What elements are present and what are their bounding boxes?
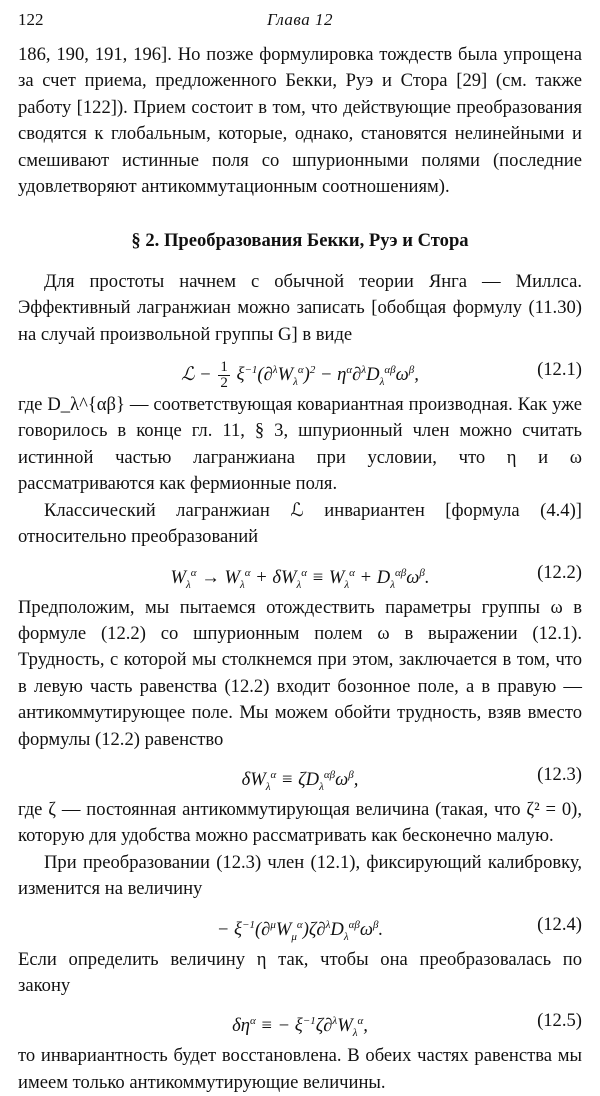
- page-number: 122: [18, 10, 44, 29]
- equation-12-3: [18, 755, 582, 795]
- paragraph-7: При преобразовании (12.3) член (12.1), фиксирующий калибровку, изменится на величину: [18, 851, 582, 900]
- equation-number: (12.2): [537, 561, 582, 583]
- equation-number: (12.5): [537, 1010, 582, 1032]
- running-header: [18, 10, 582, 36]
- page-body: [18, 42, 582, 1096]
- paragraph-4: Классический лагранжиан ℒ инвариантен [формула (4.4)] относительно преобразований: [18, 499, 582, 548]
- equation-number: (12.3): [537, 763, 582, 785]
- paragraph-6: где ζ — постоянная антикоммутирующая величина (такая, что ζ² = 0), которую для удобства можно рассматривать как бесконечно малую.: [18, 798, 582, 847]
- equation-number: (12.4): [537, 913, 582, 935]
- chapter-title: Глава 12: [267, 10, 333, 29]
- equation-12-5: [18, 1001, 582, 1041]
- paragraph-2: Для простоты начнем с обычной теории Янга — Миллса. Эффективный лагранжиан можно записать [обобщая формулу (11.30) на случай произвольной группы G] в виде: [18, 270, 582, 345]
- equation-formula: ℒ − $\frac{1}{2}$ $\xi^{-1}(\partial^\lambda W_\lambda^\alpha)^2 - \eta^\alpha\partial^\lambda D_\lambda^{\alpha\beta}\omega^\beta$,: [181, 359, 419, 392]
- equation-number: (12.1): [537, 359, 582, 381]
- section-heading: § 2. Преобразования Бекки, Руэ и Стора: [131, 230, 469, 252]
- equation-12-2: [18, 553, 582, 593]
- paragraph-5: Предположим, мы пытаемся отождествить параметры группы ω в формуле (12.2) со шпурионным полем ω в выражении (12.1). Трудность, с которой мы столкнемся при этом, заключается в том, что в левую часть равенства (12.2) входит бозонное поле, а в правую — антикоммутирующее поле. Мы можем обойти трудность, взяв вместо формулы (12.2) равенство: [18, 596, 582, 750]
- equation-formula: $\delta\eta^\alpha$ ≡ − $\xi^{-1}\zeta\partial^\lambda W_\lambda^\alpha$,: [232, 1015, 368, 1040]
- paragraph-9: то инвариантность будет восстановлена. В обеих частях равенства мы имеем только антикоммутирующие величины.: [18, 1045, 582, 1093]
- equation-formula: $\delta W_\lambda^\alpha \equiv \zeta D_\lambda^{\alpha\beta}\omega^\beta$,: [241, 768, 359, 793]
- equation-formula: $W_\lambda^\alpha \to W_\lambda^\alpha + \delta W_\lambda^\alpha \equiv W_\lambda^\alpha + D_\lambda^{\alpha\beta}\omega^\beta$.: [170, 566, 430, 591]
- paragraph-1: 186, 190, 191, 196]. Но позже формулировка тождеств была упрощена за счет приема, предложенного Бекки, Руэ и Стора [29] (см. также работу [122]). Прием состоит в том, что действующие преобразования сводятся к глобальным, которые, однако, становятся нелинейными и смешивают истинные поля со шпурионными полями (последние удовлетворяют антикоммутационным соотношениям).: [18, 44, 582, 198]
- paragraph-8: Если определить величину η так, чтобы она преобразовалась по закону: [18, 948, 582, 996]
- equation-formula: − $\xi^{-1}(\partial^\mu W_\mu^\alpha)\zeta\partial^\lambda D_\lambda^{\alpha\beta}\omega^\beta$.: [216, 918, 384, 943]
- equation-12-4: [18, 905, 582, 945]
- paragraph-3: где D_λ^{αβ} — соответствующая ковариантная производная. Как уже говорилось в конце гл. 11, § 3, шпурионный член можно считать истинной частью лагранжиана при условии, что η и ω рассматриваются как фермионные поля.: [18, 394, 582, 495]
- fraction-one-half: $\frac{1}{2}$: [220, 359, 228, 392]
- equation-12-1: [18, 350, 582, 390]
